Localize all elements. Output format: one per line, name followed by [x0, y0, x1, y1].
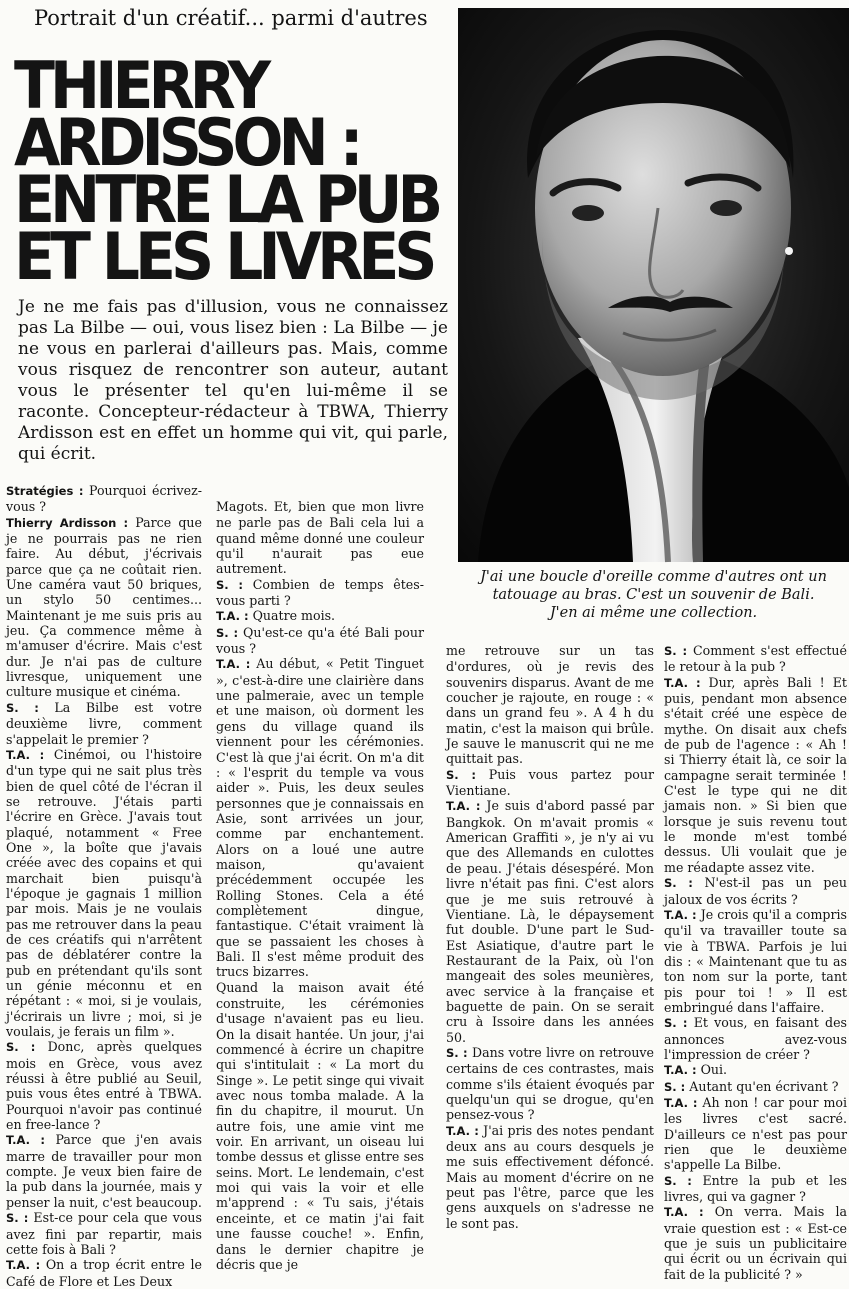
paragraph [664, 1079, 847, 1095]
paragraph [664, 1095, 847, 1173]
speaker-label: Stratégies : [6, 484, 84, 498]
speaker-label: S. : [6, 1211, 29, 1226]
paragraph [446, 1045, 654, 1123]
paragraph [6, 1132, 202, 1210]
speaker-label: Thierry Ardisson : [6, 515, 129, 530]
paragraph [664, 875, 847, 907]
paragraph [6, 483, 202, 515]
paragraph-text: Oui. [696, 1062, 728, 1078]
paragraph-text: Et vous, en faisant des annonces avez-vous l'impression de créer ? [664, 1015, 847, 1062]
paragraph-text: On verra. Mais la vraie question est : « Est-ce que je suis un publicitaire qui écrit ou un écrivain qui fait de la publicité ? » [664, 1204, 847, 1282]
paragraph-text: Parce que je ne pourrais pas ne rien faire. Au début, j'écrivais parce que ça ne coûtait rien. Une caméra vaut 50 briques, un stylo 50 centimes... Maintenant je me suis pris au jeu. Ça commence même à m'amuser d'écrire. Mais c'est dur. Je n'ai pas de culture livresque, uniquement une culture musique et cinéma. [6, 514, 202, 700]
paragraph [216, 608, 424, 624]
paragraph-text: Au début, « Petit Tinguet », c'est-à-dire une clairière dans une palmeraie, avec un temple et une maison, où dorment les gens du village quand ils viennent pour les cérémonies. C'est là que j'ai écrit. On m'a dit : « l'esprit du temple va vous aider ». Puis, les deux seules personnes que je connaissais en Asie, sont arrivées un jour, comme par enchantement. Alors on a loué une autre maison, qu'avaient précédemment occupée les Rolling Stones. Cela a été complètement dingue, fantastique. C'était vraiment là que se passaient les choses à Bali. Il s'est même produit des trucs bizarres. [216, 656, 424, 980]
photo-caption [458, 568, 849, 622]
paragraph-text: Dans votre livre on retrouve certains de ces contrastes, mais comme s'ils étaient évoqués par quelqu'un qui se drogue, qu'en pensez-vous ? [446, 1044, 654, 1123]
speaker-label: S. : [6, 1040, 36, 1055]
portrait-photo [458, 8, 849, 562]
paragraph-text: Entre la pub et les livres, qui va gagner ? [664, 1172, 847, 1205]
caption-line-3: J'en ai même une collection. [549, 605, 758, 621]
headline-line-1: THIERRY [14, 48, 267, 125]
speaker-label: T.A. : [216, 609, 249, 624]
lede-paragraph: Je ne me fais pas d'illusion, vous ne connaissez pas La Bilbe — oui, vous lisez bien : La Bilbe — je ne vous en parlerai d'ailleurs pas. Mais, comme vous risquez de rencontrer son auteur, autant vous le présenter tel qu'en lui-même il se raconte. Concepteur-rédacteur à TBWA, Thierry Ardisson est en effet un homme qui vit, qui parle, qui écrit. [18, 297, 448, 464]
paragraph [664, 1015, 847, 1062]
paragraph [446, 767, 654, 799]
paragraph [446, 643, 654, 767]
paragraph-text: Autant qu'en écrivant ? [685, 1078, 839, 1094]
speaker-label: T.A. : [446, 1123, 479, 1138]
speaker-label: S. : [664, 876, 693, 891]
paragraph [446, 1123, 654, 1231]
paragraph [664, 675, 847, 875]
speaker-label: T.A. : [6, 747, 45, 762]
speaker-label: T.A. : [6, 1133, 46, 1148]
paragraph [6, 747, 202, 1040]
speaker-label: S. : [664, 1016, 688, 1031]
speaker-label: S. : [446, 1045, 468, 1060]
paragraph-text: Pourquoi écrivez-vous ? [6, 483, 202, 515]
paragraph [216, 577, 424, 609]
speaker-label: S. : [664, 1173, 692, 1188]
paragraph [216, 625, 424, 657]
paragraph [664, 1173, 847, 1205]
speaker-label: T.A. : [446, 799, 481, 814]
headline-line-3: ENTRE LA PUB [14, 162, 439, 239]
paragraph-text: Je suis d'abord passé par Bangkok. On m'avait promis « American Graffiti », je n'y ai vu que des Allemands en culottes de peau. J'étais désespéré. Mon livre n'était pas fini. C'est alors que je me suis retrouvé à Vientiane. Là, le dépaysement fut double. D'une part le Sud-Est Asiatique, d'autre part le Restaurant de la Paix, où l'on mangeait des soles meunières, avec service à la française et baguette de pain. On se serait cru à Issoire dans les années 50. [446, 798, 654, 1045]
speaker-label: S. : [216, 577, 243, 592]
paragraph-text: Comment s'est effectué le retour à la pub ? [664, 643, 847, 675]
paragraph-text: N'est-il pas un peu jaloux de vos écrits ? [664, 875, 847, 907]
speaker-label: S. : [664, 644, 688, 658]
article-column-2 [216, 499, 424, 1272]
paragraph-text: me retrouve sur un tas d'ordures, où je revis des souvenirs disparus. Avant de me coucher je rajoute, en rouge : « dans un grand feu ». A 4 h du matin, c'est la maison qui brûle. Je sauve le manuscrit qui ne me quittait pas. [446, 643, 654, 767]
paragraph [6, 515, 202, 700]
paragraph [216, 980, 424, 1273]
article-column-1 [6, 483, 202, 1289]
paragraph-text: Quatre mois. [248, 608, 336, 624]
paragraph-text: Parce que j'en avais marre de travailler pour mon compte. Je veux bien faire de la pub dans la journée, mais y penser la nuit, c'est beaucoup. [6, 1132, 202, 1210]
paragraph [6, 700, 202, 747]
article-column-3 [446, 643, 654, 1231]
paragraph-text: J'ai pris des notes pendant deux ans au cours desquels je me suis effectivement défoncé. Mais au moment d'écrire on ne peut pas l'être, parce que les gens auxquels on s'adresse ne le sont pas. [446, 1122, 654, 1231]
paragraph-text: Magots. Et, bien que mon livre ne parle pas de Bali cela lui a quand même donné une couleur qu'il n'aurait pas eue autrement. [216, 499, 424, 577]
paragraph [6, 1039, 202, 1132]
speaker-label: S. : [216, 625, 239, 640]
paragraph-text: Dur, après Bali ! Et puis, pendant mon absence s'était créé une espèce de mythe. On disait aux chefs de pub de l'agence : « Ah ! si Thierry était là, ce soir la campagne serait terminée ! C'est le type qui ne dit jamais non. » Si bien que lorsque je suis revenu tout le monde m'est tombé dessus. Uli voulait que je me réadapte assez vite. [664, 674, 847, 875]
paragraph-text: Donc, après quelques mois en Grèce, vous avez réussi à être publié au Seuil, puis vous êtes entré à TBWA. Pourquoi n'avoir pas continué en free-lance ? [6, 1039, 202, 1133]
speaker-label: S. : [664, 1079, 686, 1094]
paragraph-text: On a trop écrit entre le Café de Flore et Les Deux [6, 1257, 202, 1289]
paragraph [6, 1210, 202, 1257]
paragraph-text: Quand la maison avait été construite, les cérémonies d'usage n'avaient pas eu lieu. On la disait hantée. Un jour, j'ai commencé à écrire un chapitre qui s'intitulait : « La mort du Singe ». Le petit singe qui vivait avec nous tomba malade. A la fin du chapitre, il mourut. Un autre fois, une amie vint me voir. En arrivant, un oiseau lui tombe dessus et glisse entre ses seins. Mort. Le lendemain, c'est moi qui vais la voir et elle m'apprend : « Tu sais, j'étais enceinte, et ce matin j'ai fait une fausse couche! ». Enfin, dans le dernier chapitre je décris que je [216, 979, 424, 1272]
portrait-illustration [458, 8, 849, 562]
speaker-label: T.A. : [664, 1205, 704, 1220]
paragraph-text: Combien de temps êtes-vous parti ? [216, 576, 424, 609]
paragraph-text: Puis vous partez pour Vientiane. [446, 766, 654, 799]
paragraph-text: La Bilbe est votre deuxième livre, comment s'appelait le premier ? [6, 699, 202, 747]
caption-line-2: tatouage au bras. C'est un souvenir de Bali. [492, 587, 815, 603]
speaker-label: T.A. : [216, 657, 251, 672]
paragraph [216, 499, 424, 577]
paragraph [664, 907, 847, 1015]
speaker-label: T.A. : [664, 907, 697, 922]
paragraph [664, 1062, 847, 1078]
paragraph-text: Ah non ! car pour moi les livres c'est sacré. D'ailleurs ce n'est pas pour rien que le deuxième s'appelle La Bilbe. [664, 1094, 848, 1173]
speaker-label: S. : [446, 767, 477, 782]
headline-line-2: ARDISSON : [14, 105, 359, 182]
speaker-label: T.A. : [664, 1095, 698, 1110]
paragraph [216, 656, 424, 979]
paragraph [664, 1204, 847, 1282]
speaker-label: T.A. : [664, 675, 701, 690]
paragraph-text: Est-ce pour cela que vous avez fini par repartir, mais cette fois à Bali ? [6, 1210, 202, 1257]
speaker-label: T.A. : [6, 1258, 41, 1273]
paragraph [664, 643, 847, 675]
paragraph-text: Je crois qu'il a compris qu'il va travailler toute sa vie à TBWA. Parfois je lui dis : « Maintenant que tu as ton nom sur la porte, tant pis pour toi ! » Il est embringué dans l'affaire. [664, 906, 847, 1015]
headline-line-4: ET LES LIVRES [14, 219, 433, 296]
speaker-label: S. : [6, 700, 39, 715]
article-column-4 [664, 643, 848, 1282]
paragraph [446, 798, 654, 1045]
paragraph-text: Qu'est-ce qu'a été Bali pour vous ? [216, 624, 424, 657]
headline [14, 48, 454, 296]
caption-line-1: J'ai une boucle d'oreille comme d'autres ont un [480, 569, 827, 585]
paragraph [6, 1257, 202, 1289]
speaker-label: T.A. : [664, 1063, 697, 1078]
kicker: Portrait d'un créatif... parmi d'autres [34, 6, 428, 30]
paragraph-text: Cinémoi, ou l'histoire d'un type qui ne sait plus très bien de quel côté de l'écran il se retrouve. J'étais parti l'écrire en Grèce. J'avais tout plaqué, notamment « Free One », la boîte que j'avais créée avec des copains et qui marchait bien puisqu'à l'époque je gagnais 1 million par mois. Mais je ne voulais pas me retrouver dans la peau de ces créatifs qui n'arrêtent pas de déblatérer contre la pub en prétendant qu'ils sont un génie méconnu et en répétant : « moi, si je voulais, j'écrirais un livre ; moi, si je voulais, je ferais un film ». [6, 746, 202, 1040]
